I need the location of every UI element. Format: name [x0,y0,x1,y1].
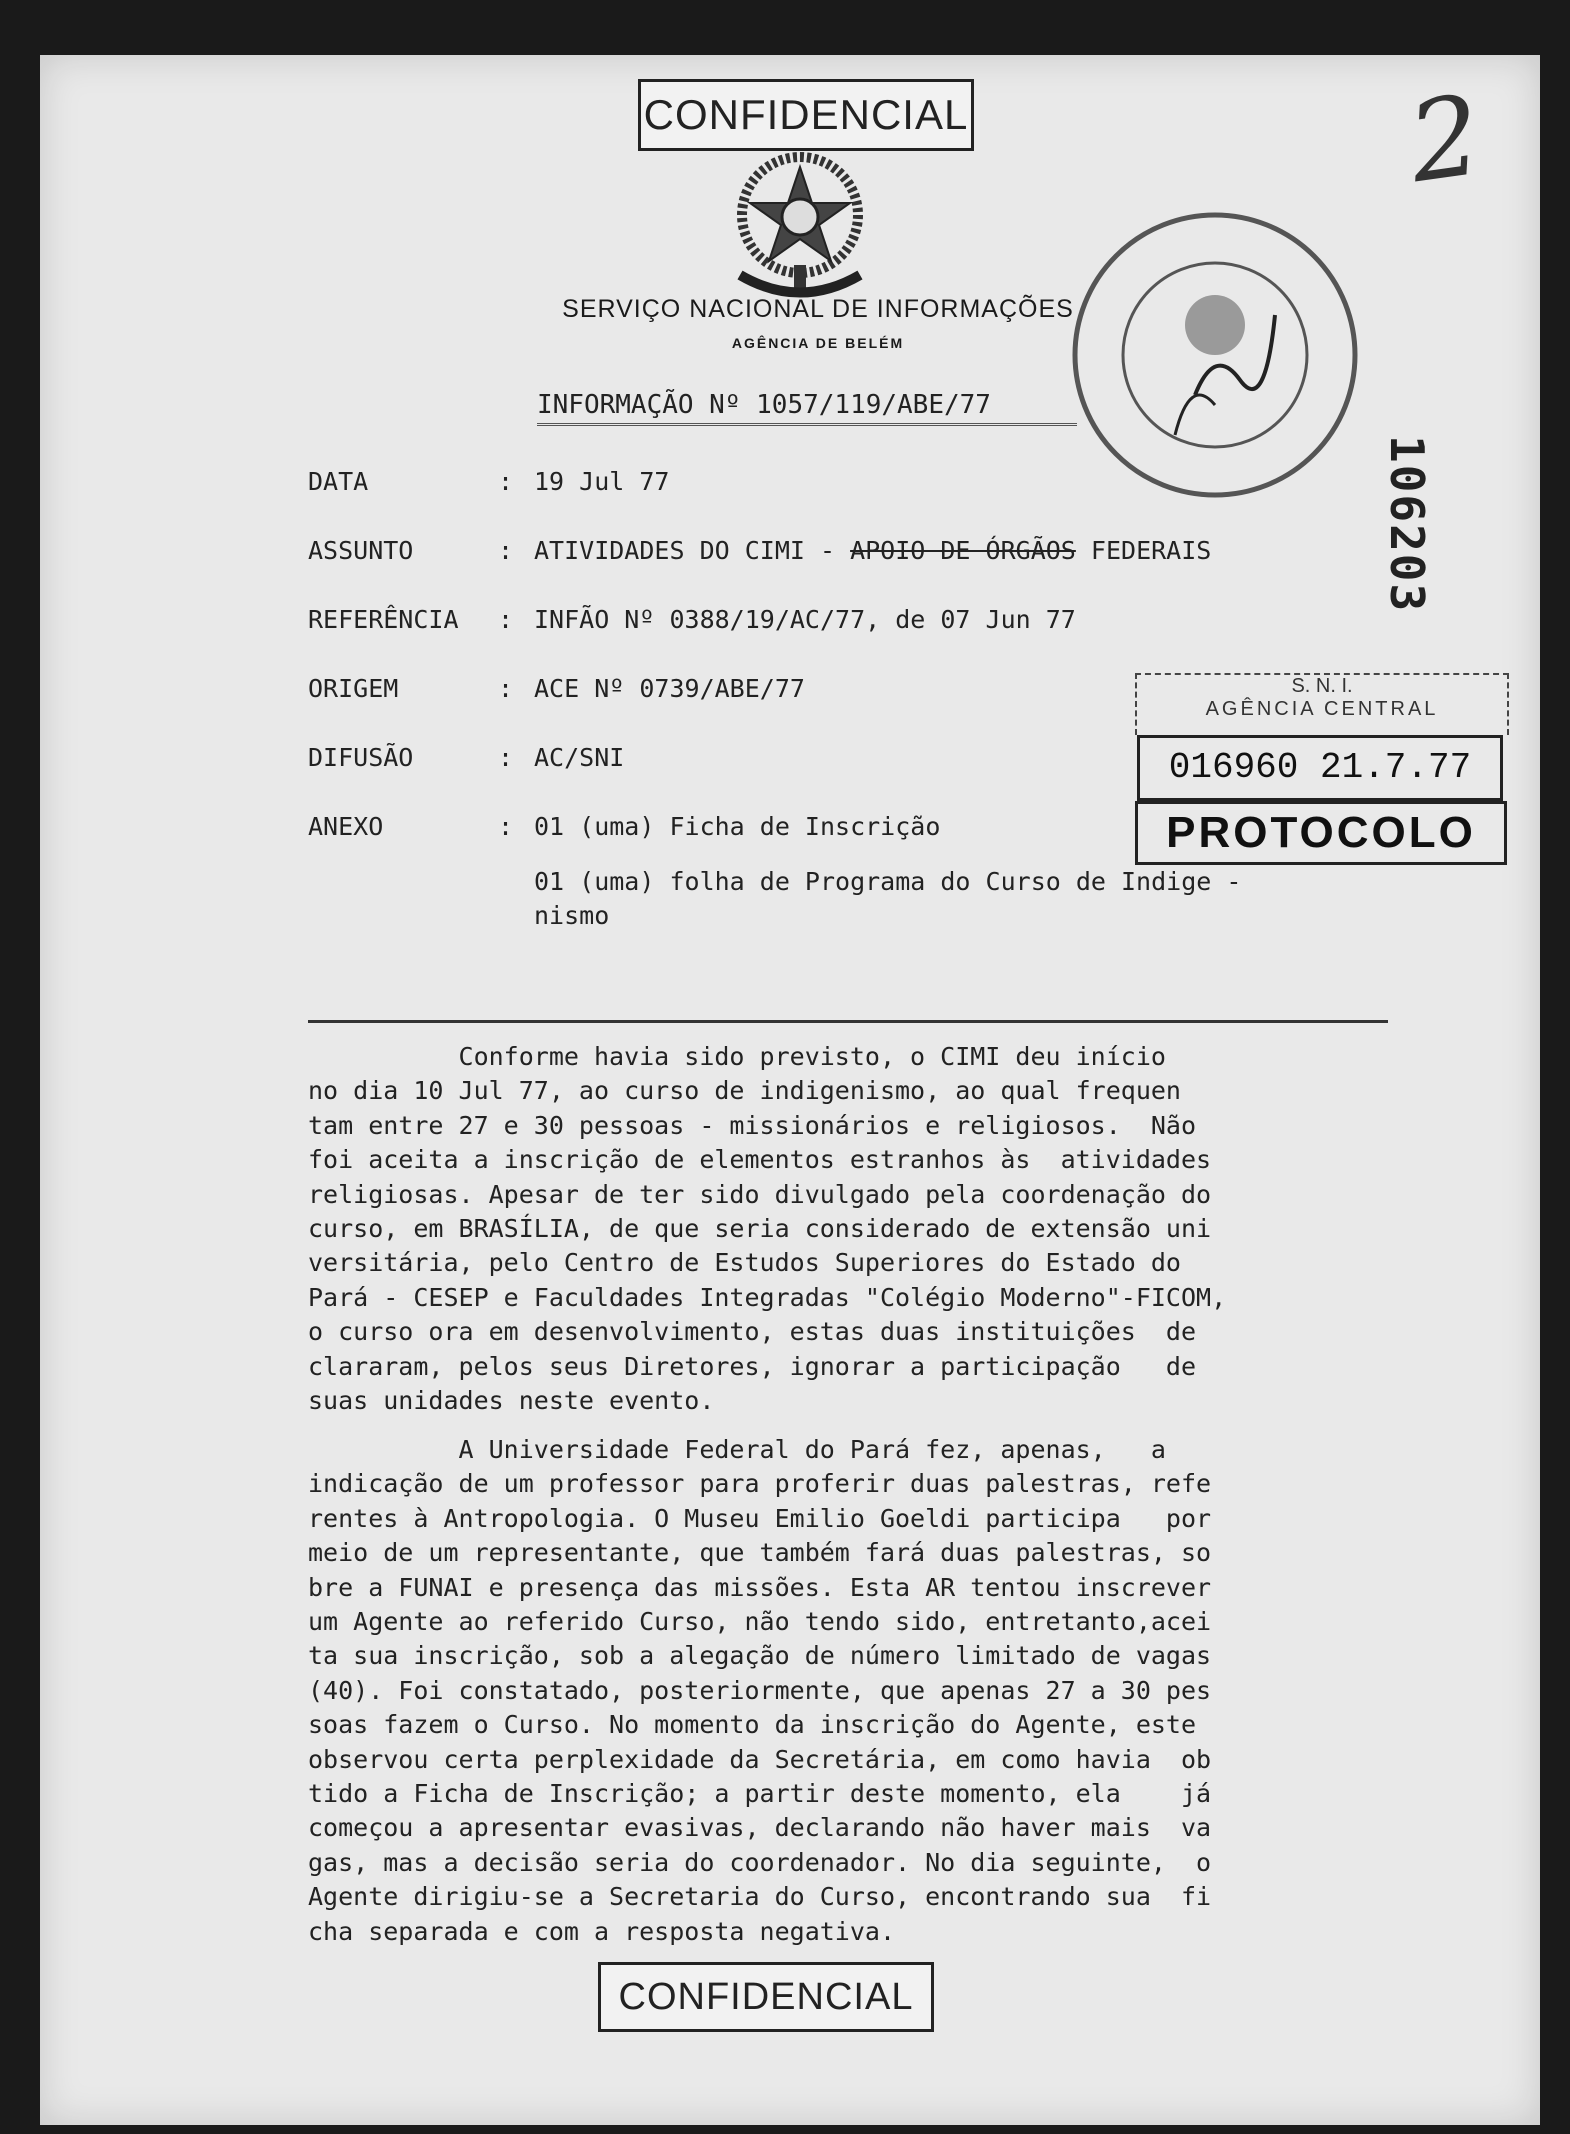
text-line: Conforme havia sido previsto, o CIMI deu início [308,1042,1166,1071]
protocol-line2: AGÊNCIA CENTRAL [1205,698,1439,720]
handwritten-page-number: 2 [1401,70,1489,208]
text-line: um Agente ao referido Curso, não tendo sido, entretanto,acei [308,1607,1212,1637]
field-assunto: ASSUNTO : ATIVIDADES DO CIMI - APOIO DE ÓRGÃOS FEDERAIS [308,536,1212,565]
protocol-line1: S. N. I. [1291,675,1353,697]
field-difusao: DIFUSÃO : AC/SNI [308,743,625,772]
field-value: ATIVIDADES DO CIMI - [534,536,851,565]
body-paragraph-1 [308,1040,1388,1418]
text-line: tam entre 27 e 30 pessoas - missionários e religiosos. Não [308,1110,1197,1140]
text-line: gas, mas a decisão seria do coordenador. No dia seguinte, o [308,1847,1212,1877]
text-line: meio de um representante, que também fará duas palestras, so [308,1538,1212,1568]
text-line: clararam, pelos seus Diretores, ignorar a participação de [308,1351,1197,1381]
text-line: Pará - CESEP e Faculdades Integradas "Colégio Moderno"-FICOM, [308,1282,1227,1312]
field-value-tail: FEDERAIS [1075,536,1212,565]
field-referencia: REFERÊNCIA : INFÃO Nº 0388/19/AC/77, de 07 Jun 77 [308,605,1076,634]
text-line: rentes à Antropologia. O Museu Emilio Goeldi participa por [308,1503,1212,1533]
field-label: ANEXO [308,812,384,841]
protocol-number: 016960 21.7.77 [1137,735,1503,801]
field-anexo-line3: nismo [534,901,610,930]
field-value: 19 Jul 77 [534,467,670,496]
field-label: DIFUSÃO [308,743,414,772]
title-underline [537,423,1077,426]
text-line: o curso ora em desenvolvimento, estas duas instituições de [308,1317,1197,1347]
field-data: DATA : 19 Jul 77 [308,467,670,496]
text-line: versitária, pelo Centro de Estudos Superiores do Estado do [308,1248,1181,1278]
text-line: começou a apresentar evasivas, declarando não haver mais va [308,1813,1212,1843]
protocol-stamp [1135,673,1505,859]
field-anexo-line2: 01 (uma) folha de Programa do Curso de Indige - [534,867,1242,896]
text-line: tido a Ficha de Inscrição; a partir deste momento, ela já [308,1779,1212,1809]
confidential-stamp-top: CONFIDENCIAL [638,79,974,151]
field-label: DATA [308,467,369,496]
field-origem: ORIGEM : ACE Nº 0739/ABE/77 [308,674,805,703]
field-anexo: ANEXO : 01 (uma) Ficha de Inscrição [308,812,941,841]
field-label: ASSUNTO [308,536,414,565]
reception-seal-stamp [1065,205,1365,505]
text-line: foi aceita a inscrição de elementos estranhos às atividades [308,1145,1212,1175]
document-page [40,55,1540,2125]
national-coat-of-arms-icon [720,145,880,315]
struck-text: APOIO DE ÓRGÃOS [850,536,1076,565]
text-line: soas fazem o Curso. No momento da inscrição do Agente, este [308,1710,1197,1740]
body-paragraph-2 [308,1433,1388,1949]
text-line: Agente dirigiu-se a Secretaria do Curso, encontrando sua fi [308,1882,1212,1912]
text-line: suas unidades neste evento. [308,1386,715,1416]
field-value: INFÃO Nº 0388/19/AC/77, de 07 Jun 77 [534,605,1076,634]
section-divider [308,1020,1388,1023]
text-line: ta sua inscrição, sob a alegação de número limitado de vagas [308,1641,1212,1671]
text-line: observou certa perplexidade da Secretária, em como havia ob [308,1744,1212,1774]
text-line: curso, em BRASÍLIA, de que seria considerado de extensão uni [308,1214,1212,1244]
protocol-word: PROTOCOLO [1135,801,1507,865]
confidential-stamp-bottom: CONFIDENCIAL [598,1962,934,2032]
field-value: AC/SNI [534,743,625,772]
text-line: bre a FUNAI e presença das missões. Esta AR tentou inscrever [308,1572,1212,1602]
field-value: ACE Nº 0739/ABE/77 [534,674,805,703]
text-line: religiosas. Apesar de ter sido divulgado pela coordenação do [308,1179,1212,1209]
vertical-document-number: 106203 [1380,435,1434,614]
protocol-header [1135,673,1509,735]
organization-name: SERVIÇO NACIONAL DE INFORMAÇÕES [562,295,1074,323]
field-value: 01 (uma) Ficha de Inscrição [534,812,941,841]
text-line: (40). Foi constatado, posteriormente, que apenas 27 a 30 pes [308,1675,1212,1705]
text-line: A Universidade Federal do Pará fez, apenas, a [308,1435,1166,1464]
text-line: no dia 10 Jul 77, ao curso de indigenismo, ao qual frequen [308,1076,1181,1106]
document-title: INFORMAÇÃO Nº 1057/119/ABE/77 [537,390,991,420]
field-label: REFERÊNCIA [308,605,459,634]
text-line: indicação de um professor para proferir duas palestras, refe [308,1469,1212,1499]
field-label: ORIGEM [308,674,399,703]
agency-name: AGÊNCIA DE BELÉM [731,335,905,351]
text-line: cha separada e com a resposta negativa. [308,1916,895,1946]
